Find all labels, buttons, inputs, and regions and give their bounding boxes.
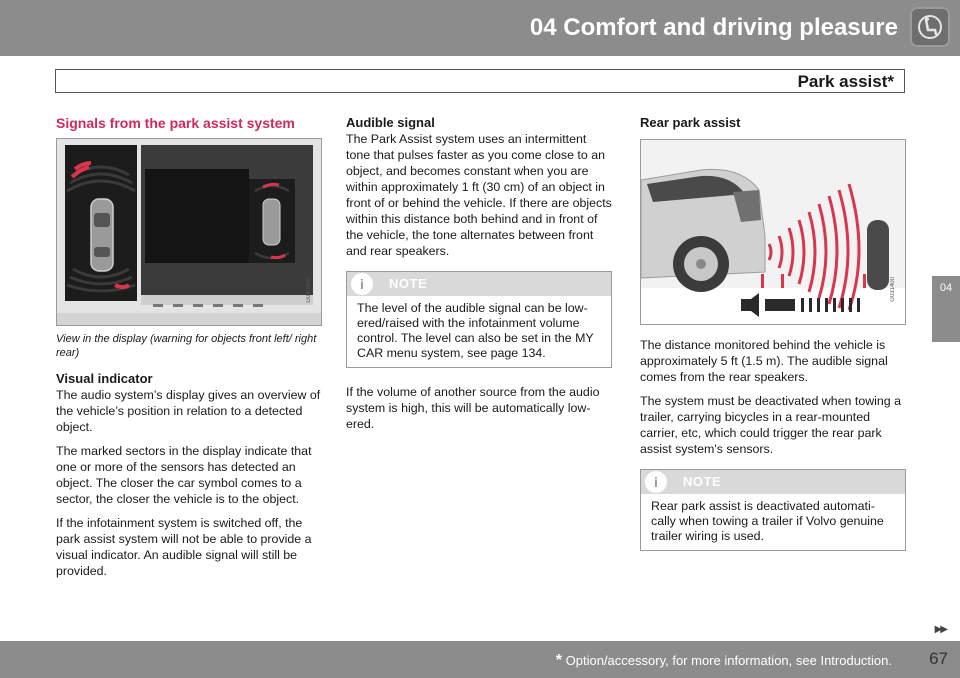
section-title: Park assist* <box>797 72 894 91</box>
figure-code: G040460 <box>306 278 312 303</box>
note-title: NOTE <box>389 276 428 291</box>
audible-signal-heading: Audible signal <box>346 115 435 130</box>
column-right <box>640 114 906 567</box>
signals-heading: Signals from the park assist system <box>56 115 295 131</box>
section-bar <box>55 69 905 93</box>
paragraph: The audio system’s display gives an overview of the vehicle’s position in relation to a detected object. <box>56 388 321 434</box>
info-icon: i <box>645 471 667 493</box>
figure-code: G031400 <box>890 277 896 302</box>
column-middle <box>346 114 612 440</box>
footnote <box>556 652 892 670</box>
info-icon: i <box>351 273 373 295</box>
paragraph: The marked sectors in the display indicate that one or more of the sensors has detected an object. The closer the car symbol comes to a sector, the closer the vehicle is to the object. <box>56 444 312 506</box>
chapter-header <box>0 0 960 56</box>
footnote-mark: * <box>555 652 563 669</box>
footnote-text: Option/accessory, for more information, see Introduction. <box>562 653 892 668</box>
display-illustration <box>56 138 322 326</box>
page-footer <box>0 641 960 678</box>
paragraph: If the infotainment system is switched off, the park assist system will not be able to provide a visual indicator. An audible signal will still be provided. <box>56 516 312 578</box>
paragraph: The system must be deactivated when towing a trailer, carrying bicycles in a rear-mounted carrier, etc, which could trigger the rear park assist system's sensors. <box>640 394 902 456</box>
chapter-side-tab <box>932 276 960 342</box>
chapter-title: 04 Comfort and driving pleasure <box>529 14 898 41</box>
note-header <box>641 470 905 494</box>
side-tab-label: 04 <box>939 282 953 294</box>
visual-indicator-heading: Visual indicator <box>56 371 153 386</box>
note-header <box>347 272 611 296</box>
note-text: Rear park assist is deactivated automati-cally when towing a trailer if Volvo genuine trailer wiring is used. <box>651 499 884 543</box>
note-box <box>346 271 612 368</box>
paragraph: If the volume of another source from the audio system is high, this will be automatically low-ered. <box>346 385 600 431</box>
rear-park-assist-illustration <box>640 139 906 325</box>
column-left <box>56 114 322 587</box>
note-title: NOTE <box>683 474 722 489</box>
seat-icon <box>910 7 950 47</box>
rear-park-assist-heading: Rear park assist <box>640 115 741 130</box>
next-page-arrow-icon: ▶▶ <box>934 624 946 635</box>
note-text: The level of the audible signal can be low-ered/raised with the infotainment volume control. The level can also be set in the MY CAR menu system, see page 134. <box>357 301 594 360</box>
paragraph: The Park Assist system uses an intermittent tone that pulses faster as you come close to an object, and becomes constant when you are within approximately 1 ft (30 cm) of an object in front of or behind the vehicle. If there are objects within this distance both behind and in front of the vehicle, the tone alternates between front and rear speakers. <box>346 132 612 258</box>
page-number: 67 <box>929 649 948 668</box>
paragraph: The distance monitored behind the vehicle is approximately 5 ft (1.5 m). The audible signal comes from the rear speakers. <box>640 338 888 384</box>
note-box <box>640 469 906 551</box>
figure-caption: View in the display (warning for objects front left/ right rear) <box>56 333 317 359</box>
